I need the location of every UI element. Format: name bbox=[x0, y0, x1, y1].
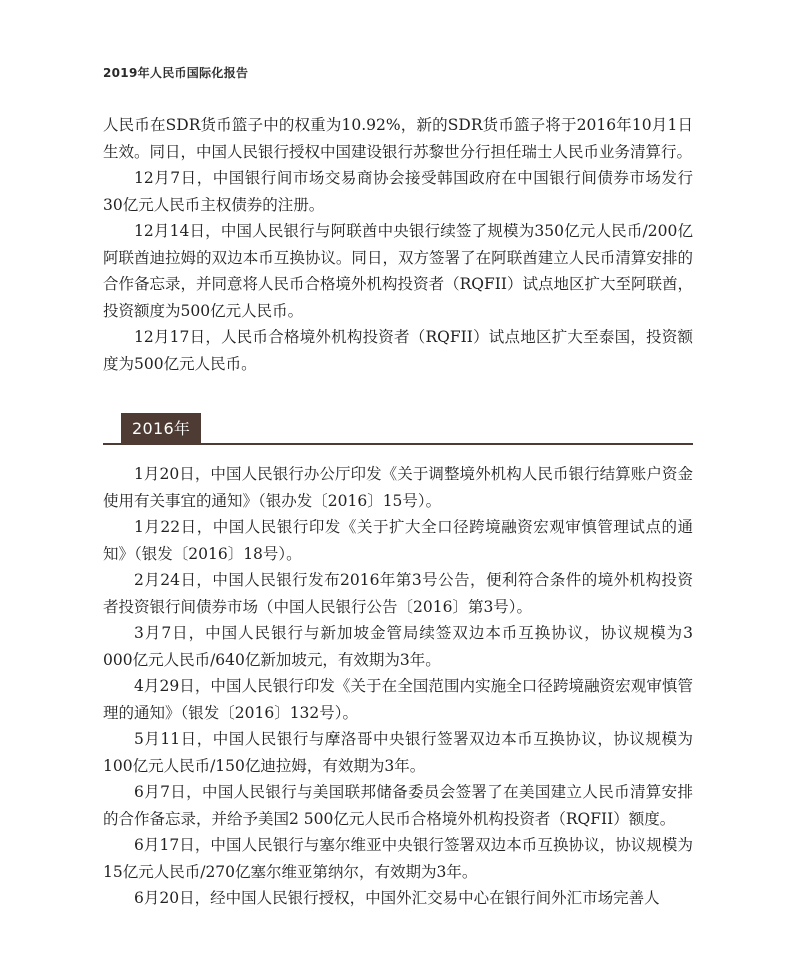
paragraph-jan-20: 1月20日，中国人民银行办公厅印发《关于调整境外机构人民币银行结算账户资金使用有关事宜的通知》（银办发〔2016〕15号）。 bbox=[103, 465, 693, 510]
paragraph-continued: 人民币在SDR货币篮子中的权重为10.92%，新的SDR货币篮子将于2016年10月1日生效。同日，中国人民银行授权中国建设银行苏黎世分行担任瑞士人民币业务清算行。 bbox=[103, 116, 693, 161]
paragraph-jan-22: 1月22日，中国人民银行印发《关于扩大全口径跨境融资宏观审慎管理试点的通知》（银发〔2016〕18号）。 bbox=[103, 518, 693, 563]
paragraph-dec-7: 12月7日，中国银行间市场交易商协会接受韩国政府在中国银行间债券市场发行30亿元人民币主权债券的注册。 bbox=[103, 169, 693, 214]
running-header: 2019年人民币国际化报告 bbox=[103, 66, 249, 80]
paragraph-apr-29: 4月29日，中国人民银行印发《关于在全国范围内实施全口径跨境融资宏观审慎管理的通知》（银发〔2016〕132号）。 bbox=[103, 677, 693, 722]
paragraph-jun-17: 6月17日，中国人民银行与塞尔维亚中央银行签署双边本币互换协议，协议规模为15亿元人民币/270亿塞尔维亚第纳尔，有效期为3年。 bbox=[103, 836, 693, 881]
paragraph-dec-14: 12月14日，中国人民银行与阿联酋中央银行续签了规模为350亿元人民币/200亿阿联酋迪拉姆的双边本币互换协议。同日，双方签署了在阿联酋建立人民币清算安排的合作备忘录，并同意将人民币合格境外机构投资者（RQFII）试点地区扩大至阿联酋，投资额度为500亿元人民币。 bbox=[103, 222, 693, 320]
paragraph-may-11: 5月11日，中国人民银行与摩洛哥中央银行签署双边本币互换协议，协议规模为100亿元人民币/150亿迪拉姆，有效期为3年。 bbox=[103, 730, 693, 775]
paragraph-dec-17: 12月17日，人民币合格境外机构投资者（RQFII）试点地区扩大至泰国，投资额度为500亿元人民币。 bbox=[103, 328, 693, 373]
section-divider bbox=[103, 411, 693, 445]
page-content bbox=[103, 112, 693, 912]
paragraph-mar-7: 3月7日，中国人民银行与新加坡金管局续签双边本币互换协议，协议规模为3 000亿元人民币/640亿新加坡元，有效期为3年。 bbox=[103, 624, 693, 669]
paragraph-jun-20: 6月20日，经中国人民银行授权，中国外汇交易中心在银行间外汇市场完善人 bbox=[134, 889, 660, 907]
paragraph-jun-7: 6月7日，中国人民银行与美国联邦储备委员会签署了在美国建立人民币清算安排的合作备忘录，并给予美国2 500亿元人民币合格境外机构投资者（RQFII）额度。 bbox=[103, 783, 693, 828]
year-heading: 2016年 bbox=[121, 413, 201, 445]
paragraph-feb-24: 2月24日，中国人民银行发布2016年第3号公告，便利符合条件的境外机构投资者投资银行间债券市场（中国人民银行公告〔2016〕第3号）。 bbox=[103, 571, 693, 616]
